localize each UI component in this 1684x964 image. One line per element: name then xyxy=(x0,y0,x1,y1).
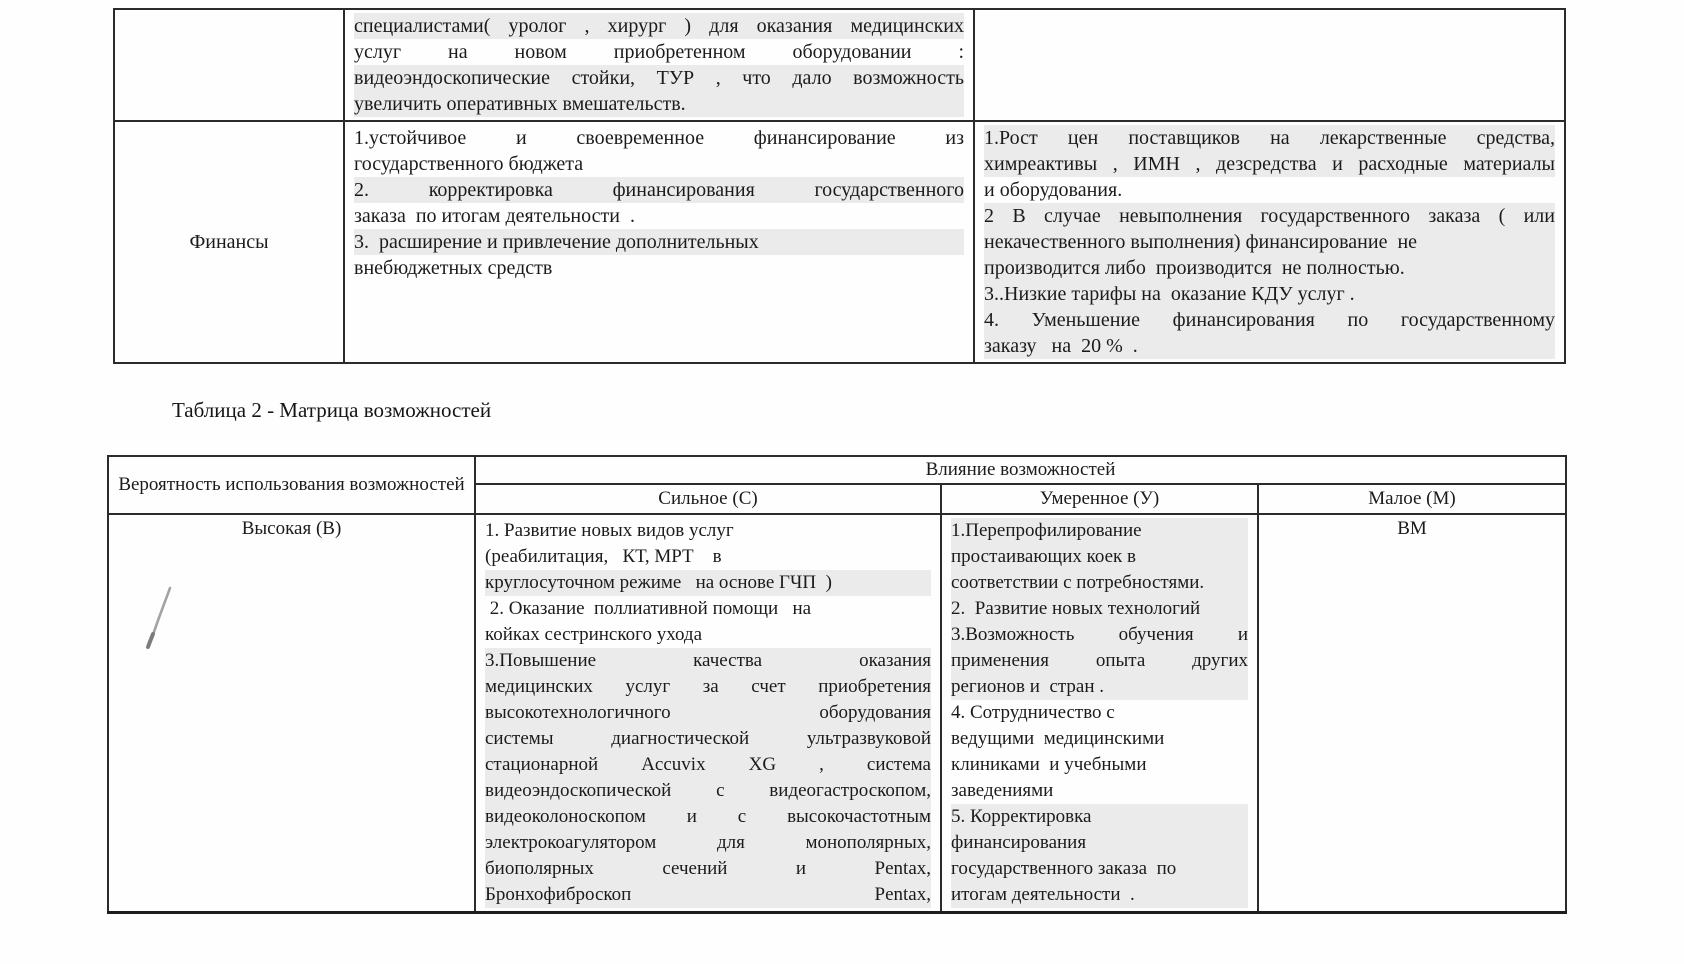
text-line: химреактивы , ИМН , дезсредства и расходные материалы xyxy=(984,153,1555,175)
swot-table-fragment xyxy=(113,8,1566,364)
table-row xyxy=(114,9,1565,121)
text-line: системы диагностической ультразвуковой xyxy=(485,726,931,752)
text-line: (реабилитация, КТ, МРТ в xyxy=(485,546,722,567)
row-label-high: Высокая (В) xyxy=(241,518,342,539)
text-line: видеоколоноскопом и с высокочастотным xyxy=(485,804,931,830)
small-impact-value: ВМ xyxy=(1397,518,1427,539)
header-influence: Влияние возможностей xyxy=(475,456,1566,484)
text-line: видеоэндоскопические стойки, ТУР , что дало возможность xyxy=(354,67,964,89)
text-line: 1.Перепрофилирование xyxy=(951,518,1248,544)
text-line: 3.Повышение качества оказания xyxy=(485,648,931,674)
text-line: видеоэндоскопической с видеогастроскопом, xyxy=(485,778,931,804)
text-line: 3..Низкие тарифы на оказание КДУ услуг . xyxy=(984,281,1555,307)
text-line: итогам деятельности . xyxy=(951,882,1248,908)
text-line: и оборудования. xyxy=(984,179,1123,201)
text-line: 2. Оказание поллиативной помощи на xyxy=(485,598,812,619)
table-row xyxy=(108,514,1566,913)
table-row xyxy=(114,121,1565,363)
text-line: Бронхофиброскоп Pentax, xyxy=(485,882,931,908)
swot-empty-threats-cell xyxy=(974,9,1565,121)
text-line: государственного бюджета xyxy=(354,153,584,175)
text-line: электрокоагулятором для монополярных, xyxy=(485,830,931,856)
text-line: регионов и стран . xyxy=(951,674,1248,700)
text-line: 4. Сотрудничество с xyxy=(951,702,1115,723)
swot-strengths-continuation-cell xyxy=(344,9,974,121)
header-strong: Сильное (С) xyxy=(475,484,941,514)
opportunity-matrix-table xyxy=(107,455,1567,914)
text-line: государственного заказа по xyxy=(951,856,1248,882)
text-line: 2 В случае невыполнения государственного заказа ( или xyxy=(984,205,1555,227)
text-line: 3.Возможность обучения и xyxy=(951,622,1248,648)
header-small: Малое (М) xyxy=(1258,484,1566,514)
header-probability: Вероятность использования возможностей xyxy=(108,456,475,514)
text-line: увеличить оперативных вмешательств. xyxy=(354,91,964,117)
text-line: простаивающих коек в xyxy=(951,544,1248,570)
table2-caption: Таблица 2 - Матрица возможностей xyxy=(172,398,492,422)
text-line: 4. Уменьшение финансирования по государственному xyxy=(984,309,1555,331)
text-line: применения опыта других xyxy=(951,648,1248,674)
text-line: 3. расширение и привлечение дополнительных xyxy=(354,229,964,255)
text-line: 1. Развитие новых видов услуг xyxy=(485,520,734,541)
handwritten-pen-stroke-icon xyxy=(144,584,178,652)
text-line: ведущими медицинскими xyxy=(951,728,1165,749)
text-line: 5. Корректировка xyxy=(951,804,1248,830)
text-line: биополярных сечений и Pentax, xyxy=(485,856,931,882)
text-line: койках сестринского ухода xyxy=(485,624,703,645)
probability-high-cell xyxy=(108,514,475,913)
text-line: высокотехнологичного оборудования xyxy=(485,700,931,726)
swot-empty-label-cell xyxy=(114,9,344,121)
text-line: соответствии с потребностями. xyxy=(951,570,1248,596)
text-line: клиниками и учебными xyxy=(951,754,1147,775)
text-line: заведениями xyxy=(951,780,1054,801)
text-line: производится либо производится не полностью. xyxy=(984,255,1555,281)
text-line: 1.устойчивое и своевременное финансирование из xyxy=(354,127,964,149)
moderate-impact-cell xyxy=(941,514,1258,913)
text-line: внебюджетных средств xyxy=(354,257,553,279)
small-impact-cell xyxy=(1258,514,1566,913)
header-moderate: Умеренное (У) xyxy=(941,484,1258,514)
text-line: финансирования xyxy=(951,830,1248,856)
text-line: 1.Рост цен поставщиков на лекарственные средства, xyxy=(984,127,1555,149)
text-line: некачественного выполнения) финансирование не xyxy=(984,229,1555,255)
text-line: заказу на 20 % . xyxy=(984,333,1555,359)
text-line: услуг на новом приобретенном оборудовании : xyxy=(354,41,964,63)
strong-impact-cell xyxy=(475,514,941,913)
table-header-row xyxy=(108,456,1566,484)
text-line: медицинских услуг за счет приобретения xyxy=(485,674,931,700)
text-line: круглосуточном режиме на основе ГЧП ) xyxy=(485,570,931,596)
swot-row-label-finance: Финансы xyxy=(114,121,344,363)
text-line: 2. корректировка финансирования государственного xyxy=(354,179,964,201)
text-line: заказа по итогам деятельности . xyxy=(354,205,635,227)
swot-finance-threats-cell xyxy=(974,121,1565,363)
text-line: стационарной Accuvix XG , система xyxy=(485,752,931,778)
swot-finance-strengths-cell xyxy=(344,121,974,363)
text-line: специалистами( уролог , хирург ) для оказания медицинских xyxy=(354,15,964,37)
text-line: 2. Развитие новых технологий xyxy=(951,596,1248,622)
